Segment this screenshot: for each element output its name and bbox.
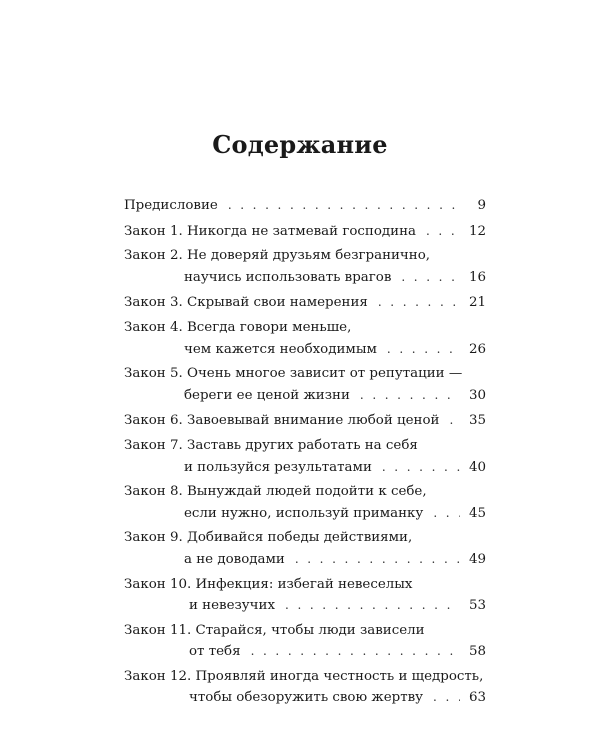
toc-entry-law-5[interactable] xyxy=(124,364,486,405)
toc-page-number: 40 xyxy=(468,459,486,475)
toc-entry-title: Закон 12. Проявляй иногда честность и щедрость, xyxy=(124,668,484,684)
toc-entry-title: Предисловие xyxy=(124,198,218,213)
toc-entry-title: Закон 6. Завоевывай внимание любой ценой xyxy=(124,413,440,429)
page-title: Содержание xyxy=(212,130,388,159)
toc-entry-title: Закон 9. Добивайся победы действиями, xyxy=(124,530,413,546)
dot-leader xyxy=(426,221,460,242)
toc-page-number: 35 xyxy=(468,413,486,429)
dot-leader xyxy=(228,195,460,216)
toc-entry-title: Закон 7. Заставь других работать на себя xyxy=(124,437,418,453)
dot-leader xyxy=(295,549,460,570)
toc-entry-title-continued: если нужно, используй приманку xyxy=(184,505,424,521)
toc-entry-law-10[interactable] xyxy=(124,575,486,616)
toc-page-number: 49 xyxy=(468,551,486,567)
dot-leader xyxy=(382,457,460,478)
toc-entry-law-4[interactable] xyxy=(124,318,486,359)
table-of-contents xyxy=(124,195,486,708)
toc-entry-law-8[interactable] xyxy=(124,482,486,523)
toc-entry-law-9[interactable] xyxy=(124,528,486,569)
toc-entry-title: Закон 1. Никогда не затмевай господина xyxy=(124,223,416,239)
dot-leader xyxy=(433,503,460,524)
toc-entry-title-continued: и невезучих xyxy=(189,598,276,614)
toc-page-number: 16 xyxy=(468,269,486,285)
toc-entry-law-3[interactable] xyxy=(124,292,486,313)
toc-entry-title-continued: чем кажется необходимым xyxy=(184,341,377,357)
toc-entry-title-continued: научись использовать врагов xyxy=(184,269,392,285)
toc-entry-title: Закон 3. Скрывай свои намерения xyxy=(124,295,368,311)
dot-leader xyxy=(433,687,460,708)
toc-page-number: 26 xyxy=(468,341,486,357)
toc-entry-title: Закон 8. Вынуждай людей подойти к себе, xyxy=(124,484,427,500)
toc-entry-title-continued: а не доводами xyxy=(184,551,285,567)
toc-entry-preface[interactable] xyxy=(124,195,486,216)
toc-entry-law-7[interactable] xyxy=(124,436,486,477)
toc-page-number: 12 xyxy=(468,223,486,239)
toc-page-number: 63 xyxy=(468,690,486,706)
toc-entry-title: Закон 11. Старайся, чтобы люди зависели xyxy=(124,622,425,638)
toc-entry-title-continued: и пользуйся результатами xyxy=(184,459,372,475)
toc-page-number: 45 xyxy=(468,505,486,521)
dot-leader xyxy=(251,641,460,662)
toc-entry-title: Закон 2. Не доверяй друзьям безгранично, xyxy=(124,248,431,264)
toc-entry-title-continued: чтобы обезоружить свою жертву xyxy=(189,690,424,706)
dot-leader xyxy=(378,292,460,313)
dot-leader xyxy=(401,267,460,288)
toc-entry-law-12[interactable] xyxy=(124,667,486,708)
dot-leader xyxy=(449,410,460,431)
toc-entry-title: Закон 10. Инфекция: избегай невеселых xyxy=(124,576,413,592)
toc-entry-law-6[interactable] xyxy=(124,410,486,431)
toc-entry-title-continued: от тебя xyxy=(189,644,241,660)
dot-leader xyxy=(387,339,460,360)
toc-entry-law-2[interactable] xyxy=(124,246,486,287)
dot-leader xyxy=(360,385,460,406)
toc-entry-law-1[interactable] xyxy=(124,221,486,242)
toc-entry-title: Закон 5. Очень многое зависит от репутации — xyxy=(124,366,463,382)
toc-entry-title-continued: береги ее ценой жизни xyxy=(184,387,350,403)
toc-page-number: 53 xyxy=(468,598,486,614)
toc-entry-law-11[interactable] xyxy=(124,621,486,662)
toc-entry-title: Закон 4. Всегда говори меньше, xyxy=(124,319,352,335)
toc-page-number: 30 xyxy=(468,387,486,403)
toc-page-number: 58 xyxy=(468,644,486,660)
dot-leader xyxy=(285,595,460,616)
toc-page-number: 21 xyxy=(468,295,486,311)
toc-page-number: 9 xyxy=(477,198,486,213)
